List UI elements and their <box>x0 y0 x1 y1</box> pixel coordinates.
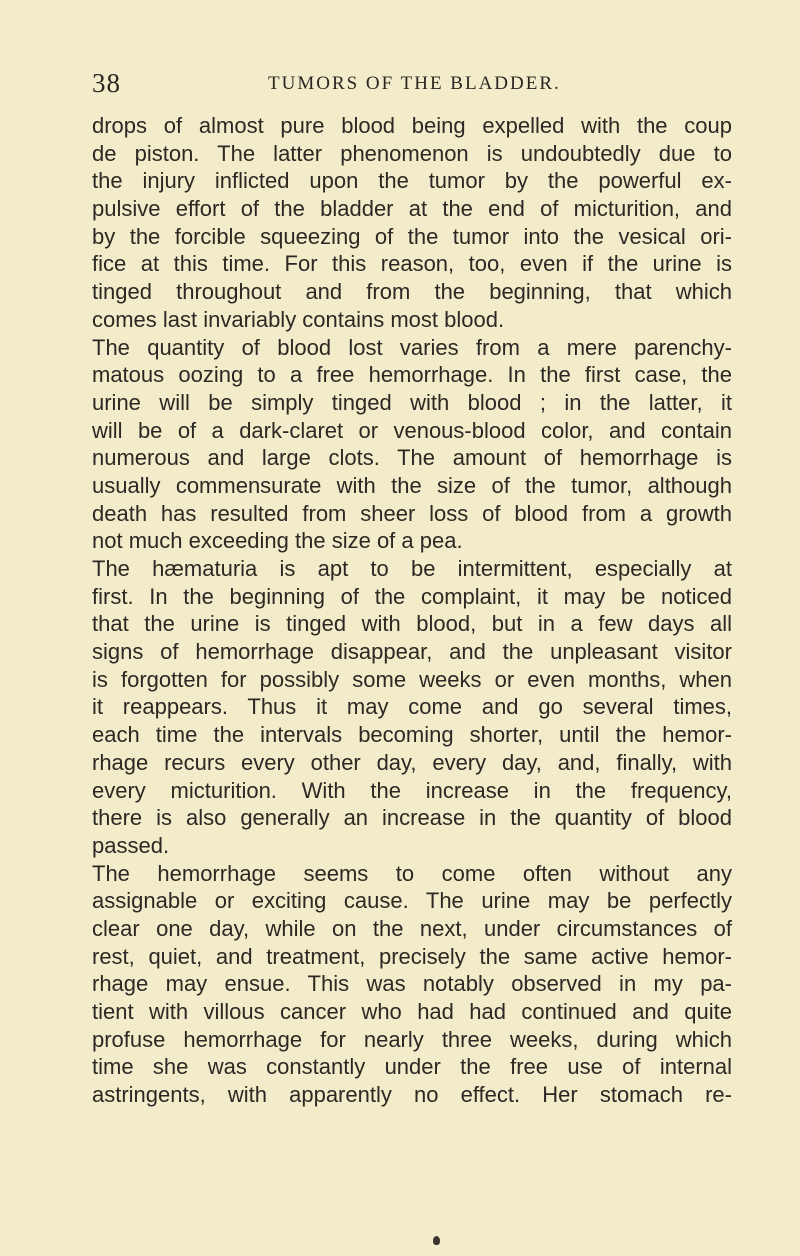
text-line: each time the intervals becoming shorter, until the hemor- <box>92 722 732 748</box>
text-line: first. In the beginning of the complaint, it may be noticed <box>92 583 732 609</box>
ink-speck <box>433 1236 440 1245</box>
text-line: urine will be simply tinged with blood ; in the latter, it <box>92 389 732 415</box>
text-line: fice at this time. For this reason, too, even if the urine is <box>92 251 732 277</box>
text-line: usually commensurate with the size of the tumor, although <box>92 472 732 498</box>
text-line: pulsive effort of the bladder at the end of micturition, and <box>92 196 732 222</box>
text-line: numerous and large clots. The amount of hemorrhage is <box>92 445 732 471</box>
text-line: comes last invariably contains most blood. <box>92 306 505 332</box>
text-line: matous oozing to a free hemorrhage. In the first case, the <box>92 362 732 388</box>
text-line: will be of a dark-claret or venous-blood color, and contain <box>92 417 732 443</box>
text-line: not much exceeding the size of a pea. <box>92 528 463 554</box>
text-line: rest, quiet, and treatment, precisely the same active hemor- <box>92 943 732 969</box>
text-line: there is also generally an increase in the quantity of blood <box>92 805 732 831</box>
paragraph <box>92 860 732 1109</box>
text-line: profuse hemorrhage for nearly three weeks, during which <box>92 1026 732 1052</box>
text-line: death has resulted from sheer loss of blood from a growth <box>92 500 732 526</box>
text-line: The quantity of blood lost varies from a mere parenchy- <box>92 334 732 360</box>
running-title: TUMORS OF THE BLADDER. <box>268 73 561 94</box>
text-line: every micturition. With the increase in the frequency, <box>92 777 732 803</box>
text-line: by the forcible squeezing of the tumor into the vesical ori- <box>92 223 732 249</box>
page-number: 38 <box>92 68 121 98</box>
text-line: The hemorrhage seems to come often without any <box>92 860 732 886</box>
text-line: tient with villous cancer who had had continued and quite <box>92 999 732 1024</box>
text-line: passed. <box>92 832 170 858</box>
text-line: rhage may ensue. This was notably observed in my pa- <box>92 971 732 997</box>
text-line: is forgotten for possibly some weeks or even months, when <box>92 666 732 692</box>
text-line: time she was constantly under the free use of internal <box>92 1054 732 1080</box>
text-line: that the urine is tinged with blood, but in a few days all <box>92 611 732 637</box>
paragraph <box>92 112 732 334</box>
text-line: it reappears. Thus it may come and go several times, <box>92 694 732 720</box>
body-text <box>92 112 732 1109</box>
text-line: tinged throughout and from the beginning, that which <box>92 279 732 305</box>
text-line: rhage recurs every other day, every day, and, finally, with <box>92 749 732 775</box>
text-line: assignable or exciting cause. The urine may be perfectly <box>92 888 732 914</box>
text-line: the injury inflicted upon the tumor by the powerful ex- <box>92 168 732 194</box>
text-line: drops of almost pure blood being expelled with the coup <box>92 113 732 138</box>
paragraph <box>92 334 732 556</box>
text-line: signs of hemorrhage disappear, and the unpleasant visitor <box>92 639 732 665</box>
text-line: clear one day, while on the next, under circumstances of <box>92 915 732 941</box>
paragraph <box>92 555 732 860</box>
text-line: The hæmaturia is apt to be intermittent, especially at <box>92 556 732 581</box>
text-line: de piston. The latter phenomenon is undoubtedly due to <box>92 140 732 166</box>
text-line: astringents, with apparently no effect. Her stomach re- <box>92 1082 732 1108</box>
